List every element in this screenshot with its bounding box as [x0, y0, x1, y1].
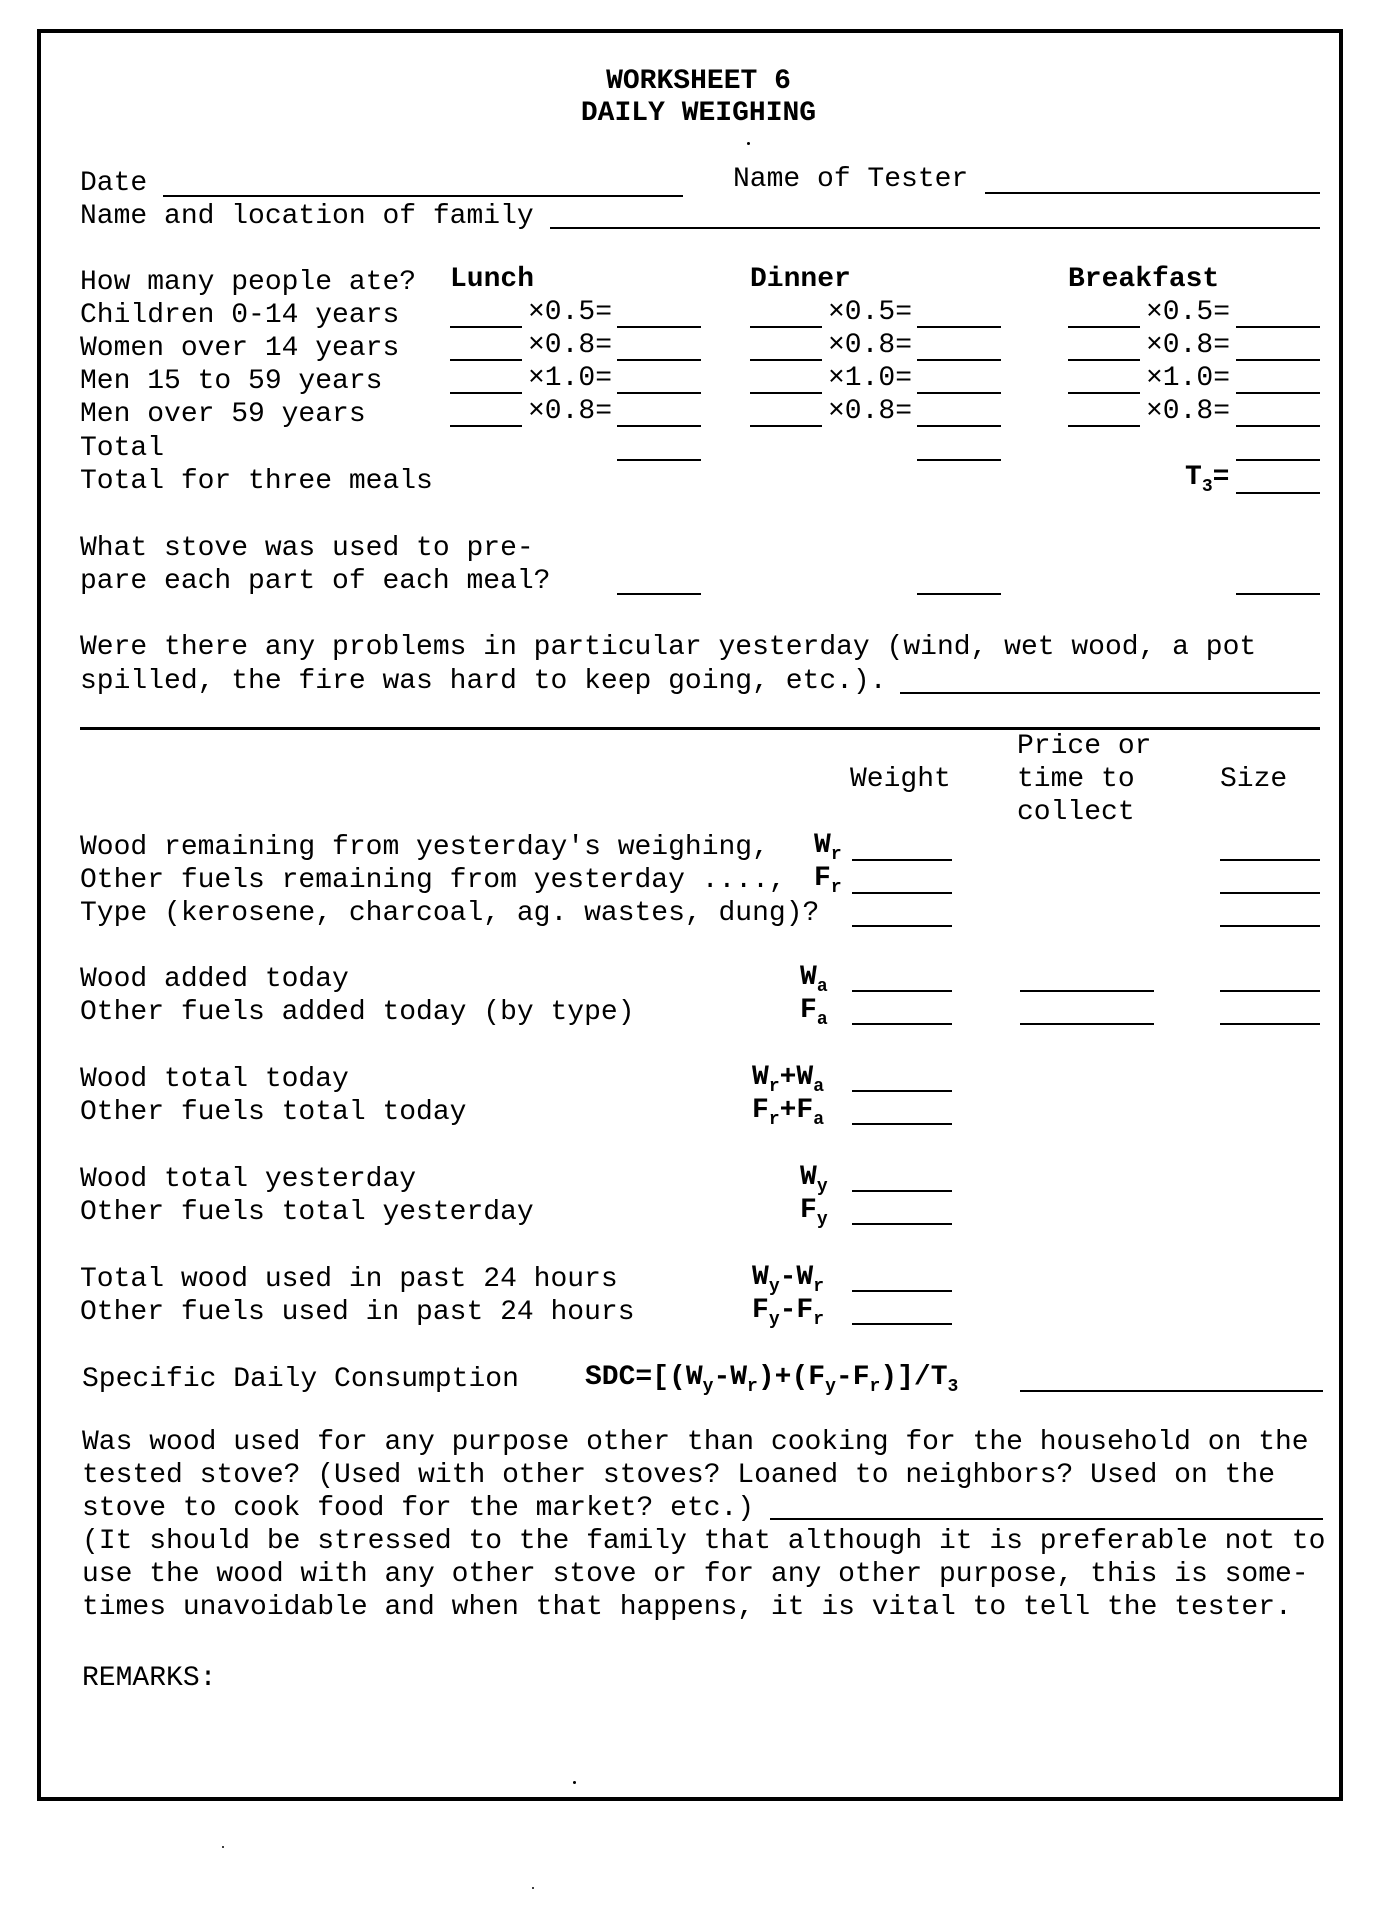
family-name-location-field[interactable] [550, 227, 1320, 229]
t3-symbol: $T_3=$ [1185, 462, 1230, 497]
lunch-stove-field[interactable] [617, 593, 701, 595]
lunch-elder-result-field[interactable] [617, 425, 701, 427]
breakfast-children-result-field[interactable] [1236, 326, 1320, 328]
fuels-added-label: Other fuels added today (by type) [80, 997, 635, 1028]
wood-used-24h-label: Total wood used in past 24 hours [80, 1264, 618, 1295]
dinner-stove-field[interactable] [917, 593, 1001, 595]
lunch-men-count-field[interactable] [450, 392, 522, 394]
other-use-note1: (It should be stressed to the family that although it is preferable not to [82, 1526, 1326, 1557]
fuels-added-price-field[interactable] [1020, 1023, 1154, 1025]
row-label-women: Women over 14 years [80, 333, 400, 364]
problems-question-line1: Were there any problems in particular yesterday (wind, wet wood, a pot [80, 632, 1257, 663]
wy-symbol: $W_y$ [800, 1162, 828, 1197]
fuels-total-today-label: Other fuels total today [80, 1097, 467, 1128]
factor: ×0.5= [1146, 297, 1231, 328]
dinner-men-result-field[interactable] [917, 392, 1001, 394]
dinner-men-count-field[interactable] [750, 392, 822, 394]
fuels-remaining-label: Other fuels remaining from yesterday ...., [80, 865, 786, 896]
lunch-children-result-field[interactable] [617, 326, 701, 328]
stray-mark [222, 1846, 224, 1848]
wr-plus-wa-symbol: $W_r+W_a$ [752, 1062, 825, 1097]
fuels-added-size-field[interactable] [1220, 1023, 1320, 1025]
fuel-type-size-field[interactable] [1220, 925, 1320, 927]
breakfast-men-result-field[interactable] [1236, 392, 1320, 394]
dinner-children-result-field[interactable] [917, 326, 1001, 328]
row-label-children: Children 0-14 years [80, 300, 400, 331]
fuels-used-24h-field[interactable] [852, 1323, 952, 1325]
fuels-total-yesterday-label: Other fuels total yesterday [80, 1197, 534, 1228]
factor: ×0.8= [828, 396, 913, 427]
meal-header-lunch: Lunch [450, 264, 535, 295]
lunch-men-result-field[interactable] [617, 392, 701, 394]
wood-total-yesterday-label: Wood total yesterday [80, 1164, 417, 1195]
fy-minus-fr-symbol: $F_y-F_r$ [752, 1295, 825, 1330]
lunch-women-count-field[interactable] [450, 359, 522, 361]
dinner-elder-count-field[interactable] [750, 425, 822, 427]
t3-total-field[interactable] [1236, 492, 1320, 494]
date-label: Date [80, 168, 148, 199]
factor: ×0.8= [528, 330, 613, 361]
total-label: Total [80, 433, 165, 464]
fy-symbol: $F_y$ [800, 1195, 828, 1230]
column-header-price-line2: time to [1017, 764, 1135, 795]
wood-total-today-field[interactable] [852, 1090, 952, 1092]
column-header-price-line3: collect [1017, 797, 1135, 828]
dinner-elder-result-field[interactable] [917, 425, 1001, 427]
dinner-children-count-field[interactable] [750, 326, 822, 328]
breakfast-men-count-field[interactable] [1068, 392, 1140, 394]
fuel-type-weight-field[interactable] [852, 925, 952, 927]
dinner-women-result-field[interactable] [917, 359, 1001, 361]
fuel-type-label: Type (kerosene, charcoal, ag. wastes, dung)? [80, 898, 820, 929]
meal-header-dinner: Dinner [750, 264, 851, 295]
wood-remaining-size-field[interactable] [1220, 859, 1320, 861]
lunch-children-count-field[interactable] [450, 326, 522, 328]
factor: ×0.8= [1146, 330, 1231, 361]
row-label-men-15-59: Men 15 to 59 years [80, 366, 383, 397]
fuels-added-weight-field[interactable] [852, 1023, 952, 1025]
breakfast-children-count-field[interactable] [1068, 326, 1140, 328]
sdc-formula: $SDC=[(W_y-W_r)+(F_y-F_r)]/T_3$ [585, 1362, 959, 1397]
three-meals-label: Total for three meals [80, 466, 433, 497]
other-use-line1: Was wood used for any purpose other than cooking for the household on the [82, 1427, 1309, 1458]
remarks-label: REMARKS: [82, 1663, 217, 1694]
factor: ×0.8= [528, 396, 613, 427]
wood-added-weight-field[interactable] [852, 990, 952, 992]
factor: ×0.8= [828, 330, 913, 361]
dinner-total-field[interactable] [917, 459, 1001, 461]
other-use-note2: use the wood with any other stove or for any other purpose, this is some- [82, 1559, 1309, 1590]
fa-symbol: $F_a$ [800, 995, 828, 1030]
stray-mark [573, 1781, 576, 1784]
fuels-used-24h-label: Other fuels used in past 24 hours [80, 1297, 635, 1328]
wr-symbol: $W_r$ [814, 830, 842, 865]
breakfast-elder-count-field[interactable] [1068, 425, 1140, 427]
tester-name-field[interactable] [985, 192, 1320, 194]
factor: ×1.0= [1146, 363, 1231, 394]
wood-total-yesterday-field[interactable] [852, 1190, 952, 1192]
factor: ×1.0= [528, 363, 613, 394]
factor: ×1.0= [828, 363, 913, 394]
other-use-line2: tested stove? (Used with other stoves? Loaned to neighbors? Used on the [82, 1460, 1275, 1491]
stray-mark [532, 1887, 534, 1889]
tester-label: Name of Tester [733, 164, 969, 195]
breakfast-women-count-field[interactable] [1068, 359, 1140, 361]
people-question: How many people ate? [80, 267, 417, 298]
stove-question-line1: What stove was used to pre- [80, 533, 534, 564]
wy-minus-wr-symbol: $W_y-W_r$ [752, 1262, 825, 1297]
problems-answer-field[interactable] [900, 692, 1320, 694]
breakfast-stove-field[interactable] [1236, 593, 1320, 595]
section-divider [80, 727, 1320, 730]
other-use-note3: times unavoidable and when that happens, it is vital to tell the tester. [82, 1592, 1292, 1623]
lunch-elder-count-field[interactable] [450, 425, 522, 427]
sdc-label: Specific Daily Consumption [82, 1364, 519, 1395]
wood-remaining-weight-field[interactable] [852, 859, 952, 861]
problems-question-line2: spilled, the fire was hard to keep going, etc.). [80, 666, 887, 697]
fuels-remaining-size-field[interactable] [1220, 892, 1320, 894]
wood-used-24h-field[interactable] [852, 1290, 952, 1292]
breakfast-women-result-field[interactable] [1236, 359, 1320, 361]
dinner-women-count-field[interactable] [750, 359, 822, 361]
other-use-answer-field[interactable] [770, 1518, 1323, 1520]
lunch-total-field[interactable] [617, 459, 701, 461]
breakfast-elder-result-field[interactable] [1236, 425, 1320, 427]
wood-added-size-field[interactable] [1220, 990, 1320, 992]
sdc-result-field[interactable] [1020, 1390, 1323, 1392]
stove-question-line2: pare each part of each meal? [80, 566, 551, 597]
lunch-women-result-field[interactable] [617, 359, 701, 361]
other-use-line3: stove to cook food for the market? etc.) [82, 1493, 755, 1524]
remarks-area[interactable] [82, 1700, 1322, 1790]
wood-total-today-label: Wood total today [80, 1064, 349, 1095]
column-header-weight: Weight [850, 764, 951, 795]
factor: ×0.5= [828, 297, 913, 328]
worksheet-title: WORKSHEET 6 [606, 66, 791, 97]
fr-symbol: $F_r$ [814, 863, 842, 898]
row-label-men-over-59: Men over 59 years [80, 399, 366, 430]
factor: ×0.5= [528, 297, 613, 328]
meal-header-breakfast: Breakfast [1068, 264, 1220, 295]
date-field[interactable] [163, 195, 683, 197]
fuels-total-today-field[interactable] [852, 1123, 952, 1125]
fuels-total-yesterday-field[interactable] [852, 1223, 952, 1225]
column-header-size: Size [1220, 764, 1288, 795]
wood-added-price-field[interactable] [1020, 990, 1154, 992]
column-header-price-line1: Price or [1017, 731, 1152, 762]
fr-plus-fa-symbol: $F_r+F_a$ [752, 1095, 825, 1130]
worksheet-subtitle: DAILY WEIGHING [580, 98, 817, 129]
wa-symbol: $W_a$ [800, 962, 828, 997]
breakfast-total-field[interactable] [1236, 459, 1320, 461]
factor: ×0.8= [1146, 396, 1231, 427]
fuels-remaining-weight-field[interactable] [852, 892, 952, 894]
wood-remaining-label: Wood remaining from yesterday's weighing, [80, 832, 769, 863]
stray-mark [747, 142, 750, 145]
wood-added-label: Wood added today [80, 964, 349, 995]
family-label: Name and location of family [80, 201, 534, 232]
